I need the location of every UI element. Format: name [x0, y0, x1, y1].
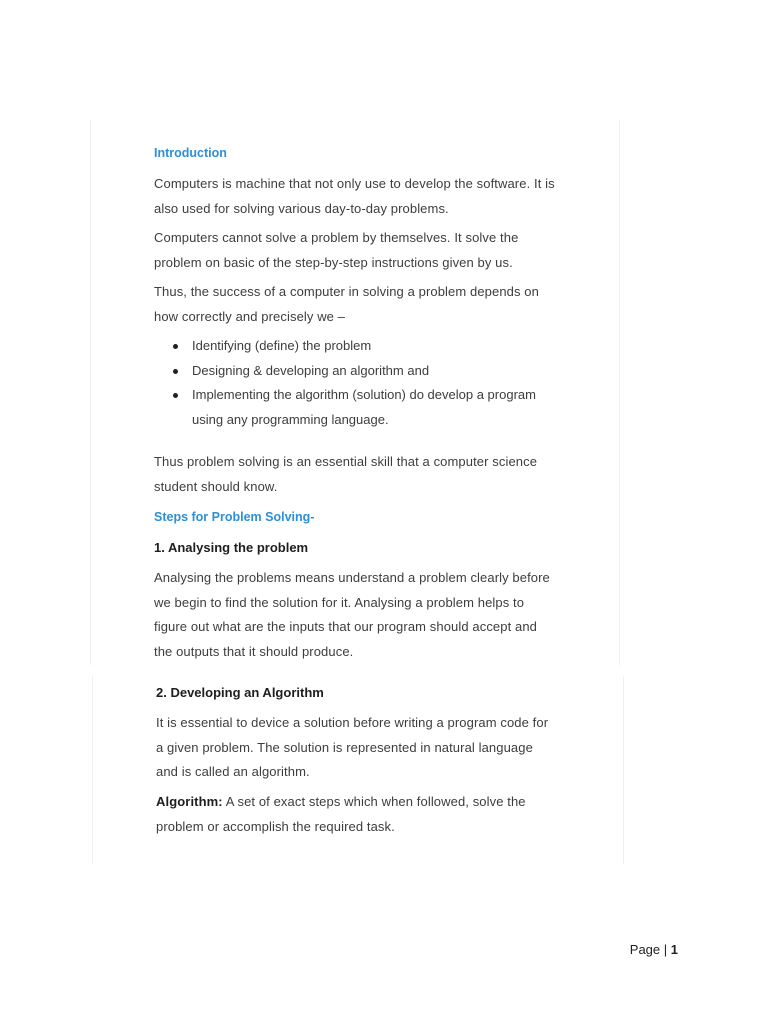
step-2-paragraph — [156, 711, 548, 785]
list-item — [192, 383, 536, 432]
step-2-heading: 2. Developing an Algorithm — [156, 685, 324, 700]
text-line — [156, 790, 526, 815]
step-1-paragraph — [154, 566, 550, 664]
text-line: the outputs that it should produce. — [154, 643, 354, 659]
text-line: also used for solving various day-to-day problems. — [154, 200, 449, 216]
list-item — [192, 334, 536, 359]
text-line: Computers cannot solve a problem by themselves. It solve the — [154, 230, 519, 245]
algorithm-definition — [156, 790, 526, 839]
intro-paragraph-3 — [154, 280, 539, 329]
text-line: problem or accomplish the required task. — [156, 818, 395, 834]
step-1-heading: 1. Analysing the problem — [154, 540, 309, 555]
text-line: a given problem. The solution is represented in natural language — [156, 739, 533, 755]
text-line: and is called an algorithm. — [156, 764, 310, 779]
list-item — [192, 359, 536, 384]
text-line: how correctly and precisely we – — [154, 308, 346, 324]
intro-paragraph-2 — [154, 226, 518, 275]
intro-paragraph-4 — [154, 450, 537, 499]
page-number: 1 — [670, 942, 678, 957]
text-line: problem on basic of the step-by-step instructions given by us. — [154, 254, 513, 270]
text-line: Thus, the success of a computer in solving a problem depends on — [154, 284, 539, 299]
list-item-text: Designing & developing an algorithm and — [192, 362, 430, 378]
text-line: Analysing the problems means understand a problem clearly before — [154, 570, 550, 585]
bullet-icon — [173, 344, 178, 349]
list-item-text: Identifying (define) the problem — [192, 338, 372, 353]
text-line: we begin to find the solution for it. Analysing a problem helps to — [154, 594, 525, 610]
intro-paragraph-1 — [154, 172, 555, 221]
page-label: Page — [629, 942, 661, 957]
requirements-bullet-list — [192, 334, 536, 432]
text-line: figure out what are the inputs that our program should accept and — [154, 619, 538, 634]
list-item-text: Implementing the algorithm (solution) do develop a program — [192, 387, 536, 402]
bullet-icon — [173, 393, 178, 398]
algorithm-definition-text: A set of exact steps which when followed, solve the — [222, 794, 526, 809]
page-separator: | — [660, 942, 671, 957]
introduction-heading: Introduction — [154, 146, 227, 160]
bullet-icon — [173, 369, 178, 374]
text-line: It is essential to device a solution before writing a program code for — [156, 715, 549, 730]
text-line: student should know. — [154, 478, 278, 494]
algorithm-label: Algorithm: — [156, 794, 223, 809]
list-item-text-continued: using any programming language. — [192, 411, 389, 427]
page-footer — [630, 942, 678, 957]
steps-heading: Steps for Problem Solving- — [154, 510, 315, 524]
text-line: Thus problem solving is an essential skill that a computer science — [154, 454, 538, 469]
text-line: Computers is machine that not only use to develop the software. It is — [154, 176, 555, 191]
